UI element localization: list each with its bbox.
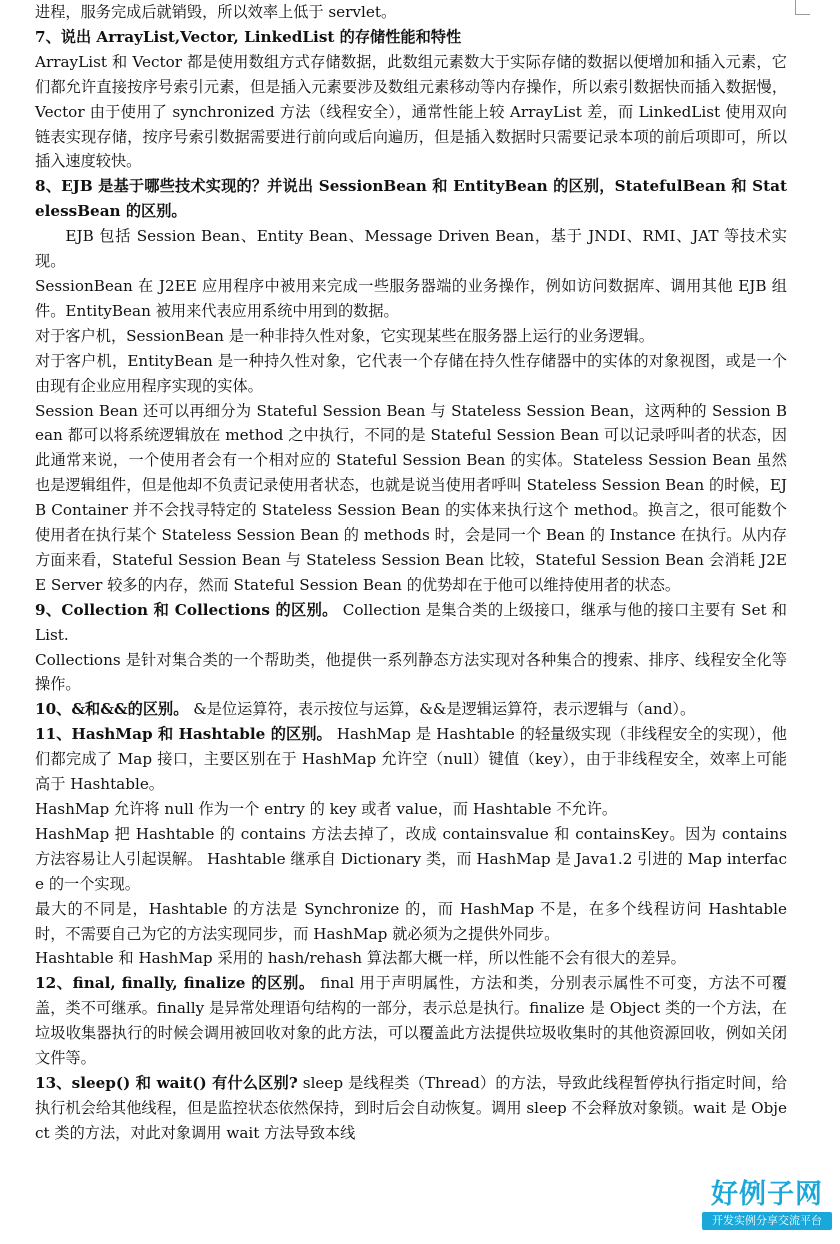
body-paragraph: 进程，服务完成后就销毁，所以效率上低于 servlet。 — [35, 3, 397, 21]
page-corner-mark — [795, 0, 810, 15]
body-paragraph: ArrayList 和 Vector 都是使用数组方式存储数据，此数组元素数大于实际存储的数据以便增加和插入元素，它们都允许直接按序号索引元素，但是插入元素要涉及数组元素移动等内存操作，所以索引数据快而插入数据慢，Vector 由于使用了 synchronized 方法（线程安全），通常性能上较 ArrayList 差，而 LinkedList 使用双向链表实现存储，按序号索引数据需要进行前向或后向遍历，但是插入数据时只需要记录本项的前后项即可，所以插入速度较快。 — [35, 52, 787, 171]
section-heading: 9、Collection 和 Collections 的区别。 — [35, 600, 338, 619]
section-heading: 8、EJB 是基于哪些技术实现的？并说出 SessionBean 和 EntityBean 的区别，StatefulBean 和 StatelessBean 的区别。 — [35, 177, 787, 221]
section-heading: 12、final, finally, finalize 的区别。 — [35, 974, 315, 993]
section-body-text: final 用于声明属性，方法和类，分别表示属性不可变，方法不可覆盖，类不可继承。finally 是异常处理语句结构的一部分，表示总是执行。finalize 是 Object 类的一个方法，在垃圾收集器执行的时候会调用被回收对象的此方法，可以覆盖此方法提供垃圾收集时的其他资源回收，例如关闭文件等。 — [35, 974, 787, 1068]
watermark-title: 好例子网 — [711, 1179, 823, 1210]
section-body-text: sleep 是线程类（Thread）的方法，导致此线程暂停执行指定时间，给执行机会给其他线程，但是监控状态依然保持，到时后会自动恢复。调用 sleep 不会释放对象锁。wait 是 Object 类的方法，对此对象调用 wait 方法导致本线 — [35, 1073, 787, 1142]
document-body — [35, 0, 787, 1146]
section-body-text: Collection 是集合类的上级接口，继承与他的接口主要有 Set 和 List. — [35, 600, 787, 644]
section-heading: 11、HashMap 和 Hashtable 的区别。 — [35, 725, 332, 744]
section-heading: 13、sleep() 和 wait() 有什么区别? — [35, 1073, 298, 1092]
body-paragraph: Session Bean 还可以再细分为 Stateful Session Bean 与 Stateless Session Bean，这两种的 Session Bean 都可以将系统逻辑放在 method 之中执行，不同的是 Stateful Session Bean 可以记录呼叫者的状态，因此通常来说，一个使用者会有一个相对应的 Stateful Session Bean 的实体。Stateless Session Bean 虽然也是逻辑组件，但是他却不负责记录使用者状态，也就是说当使用者呼叫 Stateless Session Bean 的时候，EJB Container 并不会找寻特定的 Stateless Session Bean 的实体来执行这个 method。换言之，很可能数个使用者在执行某个 Stateless Session Bean 的 methods 时，会是同一个 Bean 的 Instance 在执行。从内存方面来看，Stateful Session Bean 与 Stateless Session Bean 比较，Stateful Session Bean 会消耗 J2EE Server 较多的内存，然而 Stateful Session Bean 的优势却在于他可以维持使用者的状态。 — [35, 401, 787, 594]
section-paragraph-with-heading — [35, 1071, 787, 1146]
section-paragraph-with-heading — [35, 971, 787, 1071]
section-heading: 7、说出 ArrayList,Vector, LinkedList 的存储性能和特性 — [35, 27, 462, 46]
body-paragraph: 对于客户机，SessionBean 是一种非持久性对象，它实现某些在服务器上运行的业务逻辑。 — [35, 326, 654, 345]
body-paragraph: HashMap 把 Hashtable 的 contains 方法去掉了，改成 containsvalue 和 containsKey。因为 contains 方法容易让人引起误解。 Hashtable 继承自 Dictionary 类，而 HashMap 是 Java1.2 引进的 Map interface 的一个实现。 — [35, 824, 787, 893]
section-body-text: HashMap 是 Hashtable 的轻量级实现（非线程安全的实现），他们都完成了 Map 接口，主要区别在于 HashMap 允许空（null）键值（key），由于非线程安全，效率上可能高于 Hashtable。 — [35, 725, 787, 794]
body-paragraph: EJB 包括 Session Bean、Entity Bean、Message Driven Bean，基于 JNDI、RMI、JAT 等技术实现。 — [35, 227, 787, 271]
section-body-text: &是位运算符，表示按位与运算，&&是逻辑运算符，表示逻辑与（and）。 — [188, 700, 696, 719]
section-paragraph-with-heading — [35, 722, 787, 797]
body-paragraph: 最大的不同是，Hashtable 的方法是 Synchronize 的，而 HashMap 不是，在多个线程访问 Hashtable 时，不需要自己为它的方法实现同步，而 HashMap 就必须为之提供外同步。 — [35, 899, 787, 943]
body-paragraph: SessionBean 在 J2EE 应用程序中被用来完成一些服务器端的业务操作，例如访问数据库、调用其他 EJB 组件。EntityBean 被用来代表应用系统中用到的数据。 — [35, 276, 787, 320]
body-paragraph: 对于客户机，EntityBean 是一种持久性对象，它代表一个存储在持久性存储器中的实体的对象视图，或是一个由现有企业应用程序实现的实体。 — [35, 351, 787, 395]
section-heading: 10、&和&&的区别。 — [35, 700, 189, 719]
body-paragraph: HashMap 允许将 null 作为一个 entry 的 key 或者 value，而 Hashtable 不允许。 — [35, 800, 618, 818]
body-paragraph: Hashtable 和 HashMap 采用的 hash/rehash 算法都大概一样，所以性能不会有很大的差异。 — [35, 949, 686, 968]
site-watermark-logo — [702, 1178, 832, 1236]
section-paragraph-with-heading — [35, 598, 787, 648]
body-paragraph: Collections 是针对集合类的一个帮助类，他提供一系列静态方法实现对各种集合的搜索、排序、线程安全化等操作。 — [35, 650, 787, 694]
section-paragraph-with-heading — [35, 697, 787, 722]
watermark-subtitle: 开发实例分享交流平台 — [702, 1212, 832, 1230]
